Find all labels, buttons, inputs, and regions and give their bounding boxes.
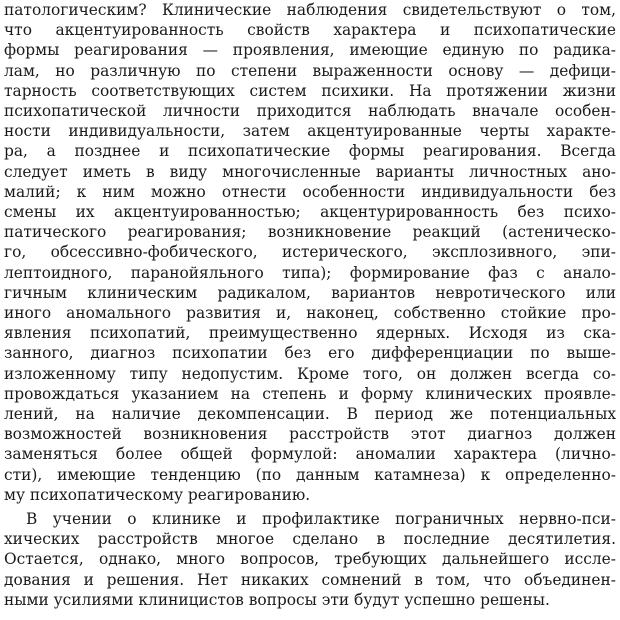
text-line: патологическим? Клинические наблюдения свидетельствуют о том,	[4, 1, 616, 19]
text-line: гичным клиническим радикалом, вариантов невротического или	[4, 283, 616, 302]
text-line: ности индивидуальности, затем акцентуированные черты характе-	[4, 122, 616, 141]
text-line: патического реагирования; возникновение реакций (астеническо-	[4, 223, 616, 242]
text-line: лам, но различную по степени выраженности основу — дефици-	[4, 61, 616, 80]
text-line: ра, а позднее и психопатические формы реагирования. Всегда	[4, 142, 616, 161]
text-line: дования и решения. Нет никаких сомнений в том, что объединен-	[4, 570, 616, 589]
text-line: Остается, однако, много вопросов, требующих дальнейшего иссле-	[4, 550, 616, 569]
text-line: что акцентуированность свойств характера и психопатические	[4, 21, 616, 40]
text-line: психопатической личности приходится наблюдать вначале особен-	[4, 102, 616, 120]
document-page	[4, 0, 616, 620]
text-line: сти), имеющие тенденцию (по данным катамнеза) к определенно-	[4, 465, 616, 484]
text-line: го, обсессивно-фобического, истерического, эксплозивного, эпи-	[4, 243, 616, 262]
text-line: тарность соответствующих систем психики. На протяжении жизни	[4, 81, 616, 100]
text-line: иного аномального развития и, наконец, собственно стойкие про-	[4, 304, 616, 322]
text-line: заменяться более общей формулой: аномалии характера (лично-	[4, 445, 616, 464]
text-line: следует иметь в виду многочисленные варианты личностных ано-	[4, 162, 616, 181]
text-line: малий; к ним можно отнести особенности индивидуальности без	[4, 182, 616, 201]
text-line: возможностей возникновения расстройств этот диагноз должен	[4, 425, 616, 444]
text-line: формы реагирования — проявления, имеющие единую по радика-	[4, 41, 616, 60]
text-line: провождаться указанием на степень и форму клинических проявле-	[4, 384, 616, 403]
text-line: му психопатическому реагированию.	[4, 485, 311, 504]
text-line: смены их акцентуированностью; акцентурированность без психо-	[4, 203, 616, 221]
text-line: В учении о клинике и профилактике пограничных нервно-пси-	[26, 510, 616, 528]
text-line: лений, на наличие декомпенсации. В период же потенциальных	[4, 405, 616, 423]
text-line: изложенному типу недопустим. Кроме того, он должен всегда со-	[4, 364, 616, 383]
text-line: хических расстройств многое сделано в последние десятилетия.	[4, 530, 616, 549]
text-line: лептоидного, паранойяльного типа); формирование фаз с анало-	[4, 263, 616, 282]
text-line: явления психопатий, преимущественно ядерных. Исходя из ска-	[4, 324, 616, 343]
text-line: занного, диагноз психопатии без его дифференциации по выше-	[4, 344, 616, 363]
text-line: ными усилиями клиницистов вопросы эти будут успешно решены.	[4, 590, 550, 609]
